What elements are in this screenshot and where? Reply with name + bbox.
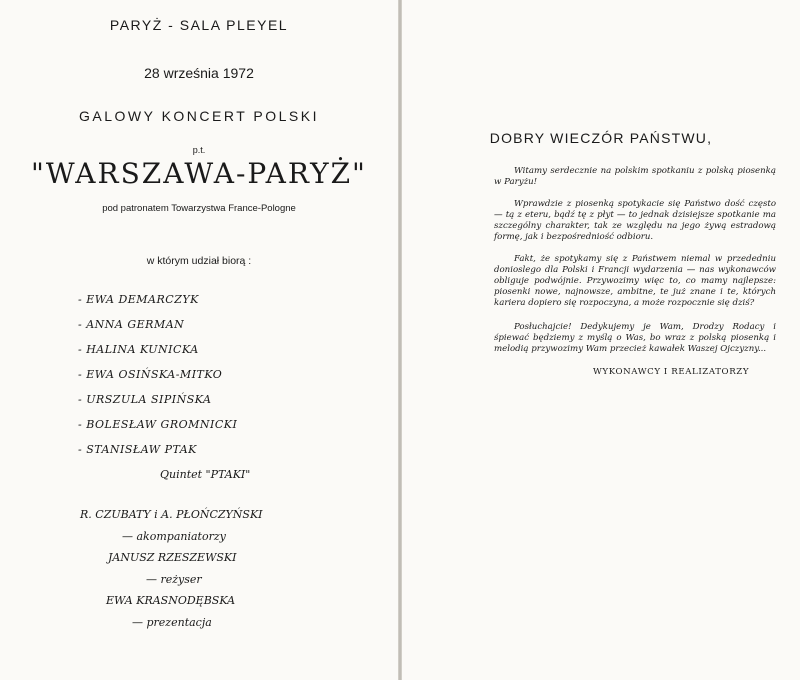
greeting-heading: DOBRY WIECZÓR PAŃSTWU, xyxy=(489,130,713,146)
performer-item: - ANNA GERMAN xyxy=(78,318,185,331)
body-paragraph: Wprawdzie z piosenką spotykacie się Państwo dość często — tą z eteru, bądź tę z płyt — to jednak dzisiejsze spotkanie ma szczególny charakter, tak ze względu na jego żywą estradową formę, jak i bezpośredniość odbioru. xyxy=(494,199,776,242)
concert-type: GALOWY KONCERT POLSKI xyxy=(78,108,319,124)
director-name: JANUSZ RZESZEWSKI xyxy=(108,551,237,564)
closing-paragraph: Posłuchajcie! Dedykujemy je Wam, Drodzy Rodacy i śpiewać będziemy z myślą o Was, bo wraz z polską piosenką i melodią przywozimy Wam przecież kawałek Waszej Ojczyzny... xyxy=(494,322,776,354)
performer-item: - EWA OSIŃSKA-MITKO xyxy=(78,368,223,381)
performer-item: - URSZULA SIPIŃSKA xyxy=(78,393,212,406)
performer-item: - HALINA KUNICKA xyxy=(78,343,199,356)
patronage-line: pod patronatem Towarzystwa France-Pologne xyxy=(102,203,296,214)
show-title: "WARSZAWA-PARYŻ" xyxy=(31,157,367,190)
accompanists-role: — akompaniatorzy xyxy=(122,530,226,543)
venue-heading: PARYŻ - SALA PLEYEL xyxy=(109,17,289,33)
accompanists-names: R. CZUBATY i A. PŁOŃCZYŃSKI xyxy=(80,508,263,521)
body-paragraph: Fakt, że spotykamy się z Państwem niemal w przededniu donioslego dla Polski i Francji wydarzenia — nas wykonawców obliguje podwójnie. Przywozimy więc to, co mamy najlepsze: piosenki nowe, najnowsze, ambitne, te już znane i te, których kariera dopiero się rozpoczyna, a może rozpocznie się dziś? xyxy=(494,254,776,308)
presenter-name: EWA KRASNODĘBSKA xyxy=(106,594,236,607)
director-role: — reżyser xyxy=(146,573,202,586)
quintet-name: Quintet "PTAKI" xyxy=(160,468,251,481)
performer-item: - EWA DEMARCZYK xyxy=(78,293,199,306)
pt-label: p.t. xyxy=(192,145,206,155)
signature-line: WYKONAWCY I REALIZATORZY xyxy=(593,367,750,377)
performer-item: - BOLESŁAW GROMNICKI xyxy=(78,418,238,431)
intro-paragraph: Witamy serdecznie na polskim spotkaniu z polską piosenką w Paryżu! xyxy=(494,166,776,187)
concert-date: 28 września 1972 xyxy=(144,65,254,81)
performer-item: - STANISŁAW PTAK xyxy=(78,443,197,456)
participants-intro: w którym udział biorą : xyxy=(146,255,252,267)
presenter-role: — prezentacja xyxy=(132,616,212,629)
